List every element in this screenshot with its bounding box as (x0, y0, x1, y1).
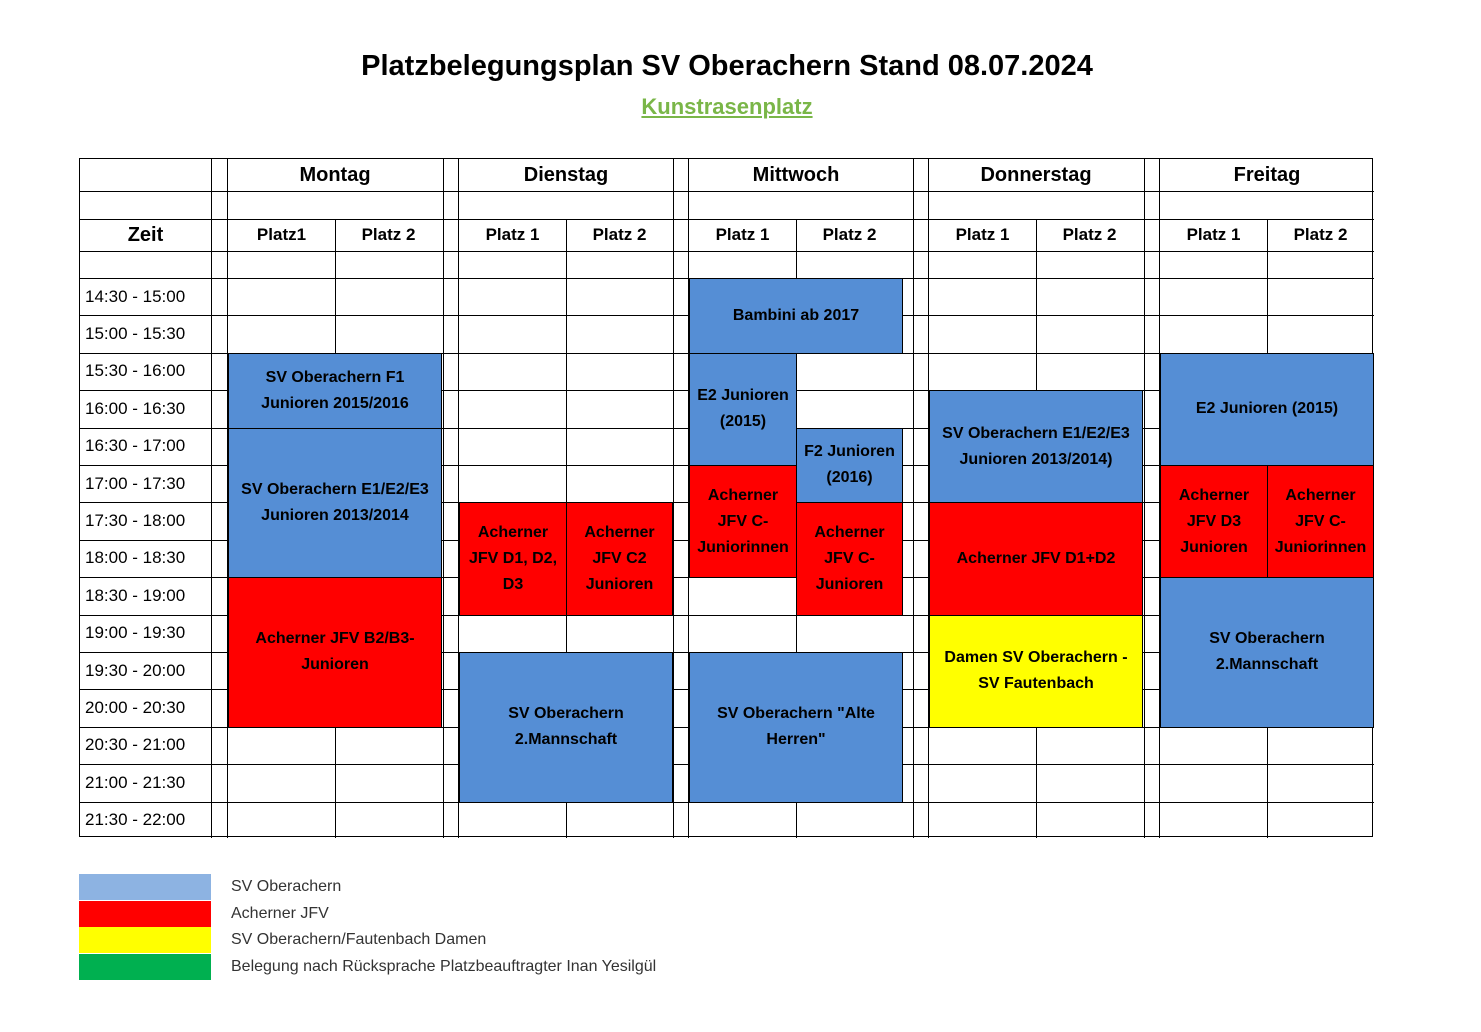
platz-header: Platz 2 (361, 225, 416, 244)
platz-header: Platz 2 (1293, 225, 1348, 244)
grid-line (1144, 159, 1145, 838)
booking-block: SV Oberachern 2.Mannschaft (459, 652, 673, 803)
booking-block: E2 Junioren (2015) (1160, 353, 1374, 466)
booking-block: SV Oberachern F1 Junioren 2015/2016 (228, 353, 442, 429)
day-header: Montag (299, 163, 371, 186)
time-slot: 20:00 - 20:30 (85, 698, 186, 718)
time-slot: 18:30 - 19:00 (85, 585, 186, 605)
time-slot: 14:30 - 15:00 (85, 286, 186, 306)
time-slot: 20:30 - 21:00 (85, 735, 186, 755)
schedule-grid (79, 158, 1373, 837)
booking-block: Acherner JFV D1+D2 (929, 502, 1143, 615)
time-slot: 19:00 - 19:30 (85, 623, 186, 643)
booking-block: Acherner JFV C2 Junioren (566, 502, 673, 615)
platz-header: Platz 1 (955, 225, 1010, 244)
time-slot: 19:30 - 20:00 (85, 660, 186, 680)
platz-header: Platz 2 (1062, 225, 1117, 244)
legend-swatch (79, 874, 211, 900)
platz-header: Platz 1 (1186, 225, 1241, 244)
legend-label: Belegung nach Rücksprache Platzbeauftragter Inan Yesilgül (231, 957, 657, 975)
grid-line (673, 159, 674, 838)
grid-line (80, 191, 1374, 192)
platz-header: Platz 2 (592, 225, 647, 244)
booking-block: Acherner JFV C-Junioren (796, 502, 903, 615)
legend-swatch (79, 901, 211, 927)
booking-block: Bambini ab 2017 (689, 278, 903, 354)
time-slot: 15:00 - 15:30 (85, 324, 186, 344)
grid-line (913, 159, 914, 838)
time-slot: 17:30 - 18:00 (85, 511, 186, 531)
time-slot: 15:30 - 16:00 (85, 361, 186, 381)
page-title: Platzbelegungsplan SV Oberachern Stand 08.07.2024 (361, 50, 1093, 82)
booking-block: F2 Junioren (2016) (796, 428, 903, 504)
booking-block: SV Oberachern "Alte Herren" (689, 652, 903, 803)
time-slot: 16:30 - 17:00 (85, 436, 186, 456)
grid-line (211, 159, 212, 838)
legend-label: SV Oberachern (231, 878, 342, 895)
legend-swatch (79, 927, 211, 953)
time-slot: 17:00 - 17:30 (85, 473, 186, 493)
time-slot: 21:00 - 21:30 (85, 772, 186, 792)
booking-block: Acherner JFV C-Juniorinnen (689, 465, 797, 578)
day-header: Freitag (1233, 163, 1301, 186)
time-slot: 16:00 - 16:30 (85, 398, 186, 418)
platz-header: Platz 1 (485, 225, 540, 244)
booking-block: SV Oberachern E1/E2/E3 Junioren 2013/2014 (228, 428, 442, 579)
day-header: Mittwoch (752, 163, 840, 186)
platz-header: Platz 2 (822, 225, 877, 244)
day-header: Donnerstag (980, 163, 1092, 186)
grid-line (443, 159, 444, 838)
platz-header: Platz 1 (715, 225, 770, 244)
booking-block: SV Oberachern 2.Mannschaft (1160, 577, 1374, 728)
time-slot: 18:00 - 18:30 (85, 548, 186, 568)
platz-header: Platz1 (256, 225, 307, 244)
booking-block: Damen SV Oberachern - SV Fautenbach (929, 615, 1143, 728)
day-header: Dienstag (523, 163, 609, 186)
booking-block: Acherner JFV C-Juniorinnen (1267, 465, 1374, 578)
booking-block: SV Oberachern E1/E2/E3 Junioren 2013/2014) (929, 390, 1143, 503)
booking-block: E2 Junioren (2015) (689, 353, 797, 466)
legend-swatch (79, 954, 211, 980)
booking-block: Acherner JFV D3 Junioren (1160, 465, 1268, 578)
legend-label: SV Oberachern/Fautenbach Damen (231, 931, 487, 948)
booking-block: Acherner JFV D1, D2, D3 (459, 502, 567, 615)
time-slot: 21:30 - 22:00 (85, 810, 186, 830)
zeit-header: Zeit (127, 223, 164, 246)
page-subtitle: Kunstrasenplatz (641, 94, 813, 119)
booking-block: Acherner JFV B2/B3-Junioren (228, 577, 442, 728)
legend-label: Acherner JFV (231, 904, 329, 922)
grid-line (80, 251, 1374, 252)
